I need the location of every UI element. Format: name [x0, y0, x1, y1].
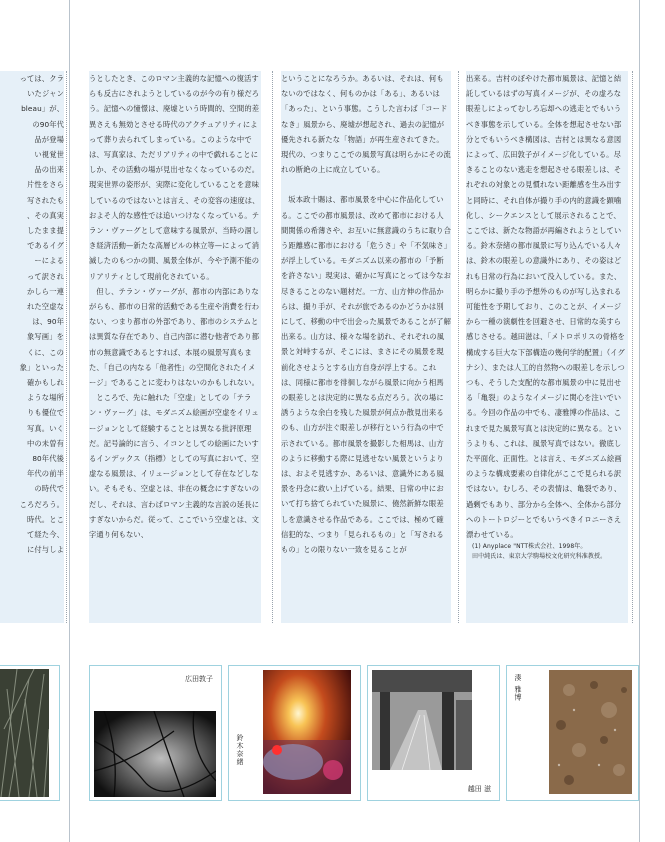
paragraph: したまま提 [27, 226, 64, 236]
paragraph: 坂本政十賜は、都市風景を中心に作品化している。ここでの都市風景は、改めて都市における人間関係の希薄さや、お互いに無意識のうちに取り合う距離感に都市における「危うさ」や「不気味さ」が浮上している。モダニズム以来の都市の「予断を許さない」現実は、確かに写真にとっては今なお尽きることのない題材だ。一方、山方伸の作品からは、撮り手が、それが旅であるのかどうかは別にして、移動の中で出会った風景であることが了解出来る。山方は、様々な場を訪れ、それぞれの風景と対峙するが、そこには、まさにその風景を現前化させようとする山方自身が浮上する。これは、同様に都市を徘徊しながら風景に向かう相馬の眼差しとは決定的に異なる点だろう。次の場に誘うような余白を残した風景が何点か散見出来るのも、山方が注ぐ眼差しが移行という行為の中で示されている。都市風景を撮影した相馬は、山方のように移動する際に見逃せない風景というよりは、およそ見逃すか、あるいは、意識外にある風景を丹念に救い上げている。結果、日常の中において打ち捨てられていた風景に、僥然新鮮な眼差しを意識させる作品である。ここでは、極めて確信犯的な、つまり「見られるもの」と「写されるもの」との限りない一致を見ることが [281, 195, 451, 555]
column-divider [632, 71, 633, 623]
paragraph: 年代の前半 [27, 469, 64, 479]
paragraph: い視覚世 [34, 150, 64, 160]
paragraph: 中の未曽有 [27, 438, 64, 448]
photo-frame-suzuki [228, 665, 361, 801]
left-margin-rule [69, 0, 70, 842]
paragraph: かしら一連 [27, 286, 64, 296]
column-divider [66, 71, 67, 623]
kiyoshi-photo [549, 670, 632, 794]
paragraph: うとしたとき、このロマン主義的な記憶への復活すらも反古にされようとしているのが今の有り様だろう。記憶への憧憬は、廃墟という時間的、空間的差異さえも無効とさせる時代のアクチュアリティによって葬り去られてしまっている。このような中では、写真家は、ただリアリティの中で戯れることにしか、その活動の場が見出せなくなっているのだ。現実世界の姿形が、実際に変化していることを意味しているのではないとは言え、その変容の速度は、およそ人的な感性では追いつけなくなっている。テラン・ヴァーグとして意味する風景が、当時の涸しき経済活動—新たな高層ビルの林立等—によって消滅したのもつかの間、風景全体が、今や予測不能のリアリティとして現前化されている。 [89, 74, 260, 281]
paragraph: くに、この [27, 347, 64, 357]
right-margin-rule [639, 0, 640, 842]
photo-frame-hirota [89, 665, 222, 801]
text-column-1 [0, 71, 64, 623]
paragraph: ところで、先に触れた「空虚」としての「テラン・ヴァーグ」は、モダニズム絵画が空虚をイリュージョンとして経験することとは異なる批評原理だ。記号論的に言う、イコンとしての絵画にたいするインデックス（指標）としての写真において、空虚なる風景は、イリュージョンとして存在などしない。そもそも、空虚とは、非在の概念にすぎないのだし、それは、言わばロマン主義的な言説の延長にすぎないからだ。従って、ここでいう空虚とは、文字通り何もない、 [89, 393, 260, 540]
paragraph: りも優位で [27, 408, 64, 418]
paragraph: 時代。とこ [27, 514, 64, 524]
paragraph: 写真。いく [27, 423, 64, 433]
paragraph: 但し、テラン・ヴァーグが、都市の内部にありながらも、都市の日常的活動である生産や消費を行わない、つまり都市の外部であり、都市のシステムとは異質な存在であり、自己内部に潜む他者であり都市の無意識であるとすれば、本展の風景写真もまた、「自己の内なる「他者性」の空間化されたイメージ」であることに変わりはないのかもしれない。 [89, 286, 260, 388]
paragraph: いたジャン [27, 89, 64, 99]
paragraph: ーによる [34, 256, 64, 266]
paragraph: 品の出来 [34, 165, 64, 175]
paragraph: て経た今、 [27, 530, 64, 540]
paragraph: 象」といった [19, 362, 64, 372]
column-divider [272, 71, 273, 623]
paragraph: 確かもしれ [27, 378, 64, 388]
hirota-photo [94, 711, 216, 797]
paragraph: 象写画」を [27, 332, 64, 342]
paragraph: 写されたも [27, 195, 64, 205]
photo-caption-koshida: 越田 滋 [467, 785, 491, 793]
paragraph: れた空虚な [27, 302, 64, 312]
footnote: 田中純氏は、東京大学駒場校文化研究科准教授。 [472, 553, 607, 561]
paragraph: って訳され [27, 271, 64, 281]
photo-caption-kiyoshi: 湊 雅博 [514, 674, 522, 702]
paragraph: 品が登場 [34, 134, 64, 144]
paragraph: っては、クラ [19, 74, 64, 83]
paragraph: ような場所 [27, 393, 64, 403]
paragraph: 片性をさら [27, 180, 64, 190]
koshida-photo [372, 670, 472, 770]
text-column-2 [89, 71, 261, 623]
photo-caption-suzuki: 鈴木奈緒 [236, 734, 244, 766]
paragraph: ということになろうか。あるいは、それは、何もないのではなく、何ものかは「ある」、あるいは「あった」、という事態。こうした言わば「コードなき」風景から、廃墟が想起され、過去の記憶が優先される新たな「物語」が再生産されてきた。現代の、つまりここでの風景写真は明らかにその流れの断絶の上に成立している。 [281, 74, 451, 175]
paragraph: 80年代後 [32, 454, 64, 464]
text-column-4 [466, 71, 628, 623]
paragraph: は、90年 [32, 317, 64, 327]
paragraph: 出来る。吉村のぼやけた都市風景は、記憶と結託しているはずの写真イメージが、その虚ろな眼差しによってむしろ忘却への逃走とでもいうべき事態を示している。全体を想起させない部分とでもいうべき構図は、吉村とは異なる意図によって、広田敦子がイメージ化している。尽きることのない逃走を想起させる眼差しは、それぞれの対象との見慣れない距離感を生み出すと同時に、それ自体が撮り手の内的意識を顕噛化し、シークエンスとして展示されることで、ここでは、新たな物語が再編されようとしている。鈴木奈緒の都市風景に写り込んでいる人々は、鈴木の眼差しの意識外にあり、その姿はどれも日常の行為において没入している。また、明らかに撮り手の予想外のものが写し込まれる可能性を予期しており、このことが、イメージから一種の演劇性を回避させ、日常的な美すら感じさせる。越田滋は、「メトロポリスの骨格を構成する巨大な下部構造の幾何学的配置」（イグナシ）、または人工的自然物への眼差しを示しつつも、そうした支配的な都市風景の中に見出せる「亀裂」のようなイメージに関心を注いでいる。今回の作品の中でも、凄雅博の作品は、これまで見た風景写真とは決定的に異なる。というよりも、これは、風景写真ではない。徹底した平面化、正面性。とは言え、モダニズム絵画のような構成要素の自律化がここで見られる訳ではない。むしろ、その表情は、亀裂であり、過剰でもあり、部分から全体へ、全体から部分へのトートロジーとでもいうべきイロニーさえ漂わせている。 [466, 74, 625, 540]
paragraph: の90年代 [32, 119, 64, 129]
paragraph: bleau」が、 [21, 104, 64, 114]
text-column-3 [281, 71, 451, 623]
column-divider [458, 71, 459, 623]
footnote: (1) Anyplace "NTT株式会社、1998年。 [472, 543, 587, 551]
paragraph: に付与しよ [27, 545, 64, 555]
photo-frame-koshida [367, 665, 500, 801]
photo-frame-cropped [0, 665, 60, 801]
paragraph: であるイグ [27, 241, 64, 251]
paragraph: ころだろう。 [19, 499, 64, 509]
suzuki-photo [263, 670, 351, 794]
photo-frame-kiyoshi [506, 665, 639, 801]
paragraph: の時代で [34, 484, 64, 494]
photo-caption-hirota: 広田敦子 [185, 675, 213, 683]
paragraph: 、その真実 [27, 210, 64, 220]
grass-photo [0, 669, 49, 797]
